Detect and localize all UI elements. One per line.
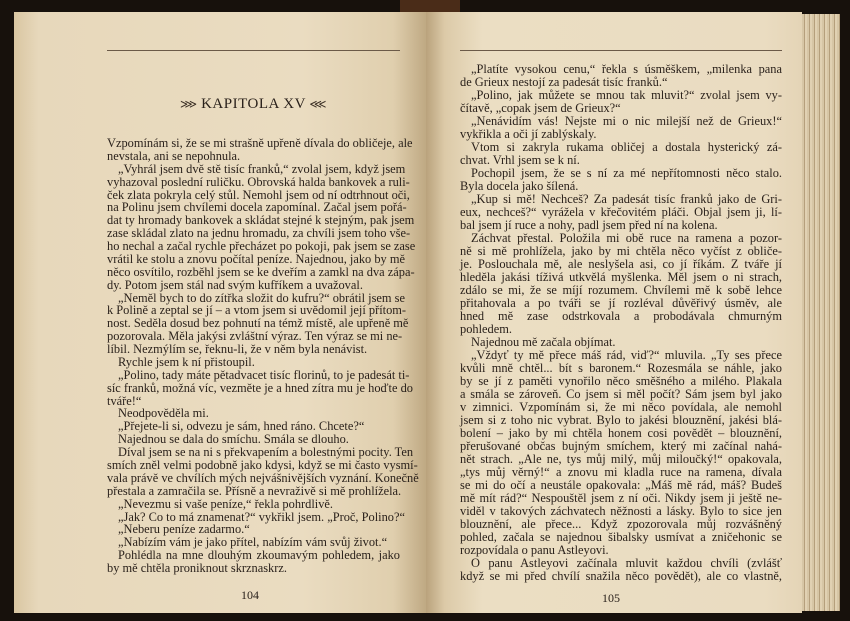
text-line: chvat. Vrhl jsem se k ní. bbox=[460, 153, 580, 167]
text-line: vala právě ve chvílích mých nejvášnivějších vyznání. Konečně bbox=[107, 470, 419, 485]
text-line: Vtom si zakryla rukama obličej a dostala hysterický zá- bbox=[471, 140, 782, 154]
text-line: pohled, začala se najednou šibalsky usmívat a zničehonic se bbox=[460, 530, 782, 544]
text-line: Záchvat přestal. Položila mi obě ruce na ramena a pozor- bbox=[471, 231, 782, 245]
chapter-title: KAPITOLA XV bbox=[201, 96, 306, 112]
right-header-rule bbox=[460, 50, 782, 51]
text-line: de Grieux nestojí za padesát tisíc franků.“ bbox=[460, 75, 668, 89]
text-line: je. Poslouchala mě, ale neslyšela asi, co jí říkám. Z tváře jí bbox=[460, 257, 782, 271]
text-line: vykřikla a oči jí zablýskaly. bbox=[460, 127, 597, 141]
text-line: „tys můj věrný!“ a znovu mi kladla ruce na ramena, dívala bbox=[460, 465, 782, 479]
text-line: „Neměl bych to do zítřka složit do kufru?“ obrátil jsem se bbox=[118, 290, 405, 305]
text-line: „Nevezmu si vaše peníze,“ řekla pohrdlivě. bbox=[118, 496, 334, 511]
text-line: „Neberu peníze zadarmo.“ bbox=[118, 522, 250, 537]
text-line: blouznění, ale přece... Když zpozorovala můj rozvášněný bbox=[460, 517, 782, 531]
text-line: přestala a zamračila se. Přísně a nevraživě si mě prohlížela. bbox=[107, 483, 402, 498]
text-line: Byla docela jako šílená. bbox=[460, 179, 579, 193]
text-line: „Polino, jak můžete se mnou tak mluvit?“ zvolal jsem vy- bbox=[471, 88, 782, 102]
text-line: když se mi před chvílí snažila něco povědět), ale co vlastně, bbox=[460, 569, 782, 583]
text-line: „Vždyť ty mě přece máš rád, viď?“ mluvila. „Ty ses přece bbox=[471, 348, 782, 362]
chapter-heading bbox=[107, 95, 400, 113]
text-line: kvůli mně chtěl... bít s baronem.“ Rozesmála se náhle, jako bbox=[460, 361, 782, 375]
text-line: by mě chtěla proniknout skrznaskrz. bbox=[107, 561, 287, 576]
right-page-number: 105 bbox=[602, 591, 620, 605]
text-line: ně si mě prohlížela, jako by mi chtěla něco vyčíst z obliče- bbox=[460, 244, 782, 258]
text-line: na Polinu jsem chvílemi docela zapomínal. Začal jsem pořá- bbox=[107, 200, 407, 215]
text-line: zase skládal zlato na jednu hromadu, za chvíli jsem toho vše- bbox=[107, 226, 411, 241]
text-line: by se jí z paměti vynořilo něco směšného a milého. Plakala bbox=[460, 374, 782, 388]
text-line: „Nenávidím vás! Nejste mi o nic milejší než de Grieux!“ bbox=[471, 114, 782, 128]
text-line: ček zlata pokryla celý stůl. Nemohl jsem od ní odtrhnout oči, bbox=[107, 187, 410, 202]
text-line: Neodpověděla mi. bbox=[118, 406, 209, 421]
text-line: dat ty hromady bankovek a skládat stejné k stejným, pak jsem bbox=[107, 213, 415, 228]
text-line: „Nabízím vám je jako přítel, nabízím vám svůj život.“ bbox=[118, 535, 388, 550]
left-page-number: 104 bbox=[241, 588, 259, 602]
text-line: Najednou se dala do smíchu. Smála se dlouho. bbox=[118, 432, 349, 447]
text-line: líbil. Nezmýlím se, řeknu-li, že v něm byla nenávist. bbox=[107, 342, 368, 357]
text-line: nevstala, ani se nepohnula. bbox=[107, 148, 241, 163]
text-line: mě mít rád?“ Nespouštěl jsem z ní oči. Nikdy jsem ji ještě ne- bbox=[460, 491, 782, 505]
text-line: „Platíte vysokou cenu,“ řekla s úsměškem, „milenka pana bbox=[471, 62, 782, 76]
text-line: síc franků, možná víc, vezměte je a hned zítra mu je hoďte do bbox=[107, 380, 413, 395]
text-line: nět strach. „Ale ne, tys můj milý, můj miloučký!“ opakovala, bbox=[460, 452, 782, 466]
text-line: Díval jsem se na ni s překvapením a bolestnými pocity. Ten bbox=[118, 445, 414, 460]
text-line: v zimnici. Vzpomínám si, že mi něco povídala, ale nemohl bbox=[460, 400, 782, 414]
text-line: se mi do očí a neustále opakovala: „Máš mě rád, máš? Budeš bbox=[460, 478, 782, 492]
text-line: viděl v takových záchvatech něžnosti a lásky. Bylo to sice jen bbox=[460, 504, 782, 518]
text-line: tváře!“ bbox=[107, 393, 142, 408]
left-header-rule bbox=[107, 50, 400, 51]
text-line: ho nechal a začal rychle přecházet po pokoji, pak jsem se zase bbox=[107, 239, 416, 254]
ornament-right-icon: ⋘ bbox=[305, 97, 327, 111]
text-line: pozorovala. Měla jakýsi zvláštní výraz. Ten výraz se mi ne- bbox=[107, 329, 403, 344]
text-line: hleděla jakási tíživá utkvělá myšlenka. Měl jsem o ni strach, bbox=[460, 270, 782, 284]
text-line: „Vyhrál jsem dvě stě tisíc franků,“ zvolal jsem, když jsem bbox=[118, 161, 406, 176]
text-line: „Jak? Co to má znamenat?“ vykřikl jsem. „Proč, Polino?“ bbox=[118, 509, 405, 524]
text-line: Najednou mě začala objímat. bbox=[471, 335, 616, 349]
text-line: bolení – jako by mi chtěla honem cosi povědět – blouznění, bbox=[460, 426, 782, 440]
text-line: Pohlédla na mne dlouhým zkoumavým pohledem, jako bbox=[118, 548, 400, 563]
text-line: bal jsem jí ruce a nohy, padl jsem před ní na kolena. bbox=[460, 218, 718, 232]
text-line: smích zněl velmi podobně jako kdysi, když se mi často vysmí- bbox=[107, 458, 418, 472]
text-line: a smála se zároveň. Co jsem si měl počít? Sám jsem byl jako bbox=[460, 387, 782, 401]
page-edges bbox=[802, 14, 840, 611]
text-line: rozpovídala o panu Astleyovi. bbox=[460, 543, 609, 557]
text-line: hned mě zase odstrkovala a probodávala chmurným bbox=[460, 309, 782, 323]
text-line: „Přejete-li si, odvezu je sám, hned ráno. Chcete?“ bbox=[118, 419, 365, 434]
text-line: vrátil ke stolu a znovu počítal peníze. Najednou, jako by mě bbox=[107, 251, 405, 266]
text-line: „Kup si mě! Nechceš? Za padesát tisíc franků jako de Gri- bbox=[471, 192, 782, 206]
text-line: dy. Potom jsem stál nad svým kufříkem a uvažoval. bbox=[107, 277, 363, 292]
text-line: O panu Astleyovi začínala mluvit každou chvíli (zvlášť bbox=[471, 556, 782, 570]
text-line: čítavě, „copak jsem de Grieux?“ bbox=[460, 101, 621, 115]
text-line: pohledem. bbox=[460, 322, 512, 336]
text-line: nost. Seděla dosud bez pohnutí na témž místě, ale upřeně mě bbox=[107, 316, 409, 331]
text-line: přitahovala a po tváři se jí rozléval důvěřivý úsměv, ale bbox=[460, 296, 782, 310]
ornament-left-icon: ⋙ bbox=[180, 97, 202, 111]
text-line: něco osvítilo, rozběhl jsem se ke dveřím a zamkl na dva zápa- bbox=[107, 264, 415, 279]
text-line: Rychle jsem k ní přistoupil. bbox=[118, 354, 255, 369]
text-line: jsem si z toho nic vybrat. Bylo to jakési blouznění, jakési blá- bbox=[460, 413, 782, 427]
text-line: k Polině a zeptal se jí – a vtom jsem si uvědomil její přítom- bbox=[107, 303, 407, 318]
text-line: Vzpomínám si, že se mi strašně upřeně dívala do obličeje, ale bbox=[107, 136, 413, 150]
text-line: „Polino, tady máte pětadvacet tisíc florinů, to je padesát ti- bbox=[118, 367, 410, 382]
text-line: Pochopil jsem, že se s ní za mé nepřítomnosti něco stalo. bbox=[471, 166, 782, 180]
text-line: vyhazoval poslední ruličku. Obrovská halda bankovek a ruli- bbox=[107, 174, 410, 189]
text-line: zdálo se mi, že se míjí rozumem. Chvílemi mě k sobě lehce bbox=[460, 283, 782, 297]
text-line: přerušované občas bujným smíchem, který mi začínal nahá- bbox=[460, 439, 782, 453]
text-line: eux, nechceš?“ vyrážela v křečovitém pláči. Objal jsem ji, lí- bbox=[460, 205, 782, 219]
